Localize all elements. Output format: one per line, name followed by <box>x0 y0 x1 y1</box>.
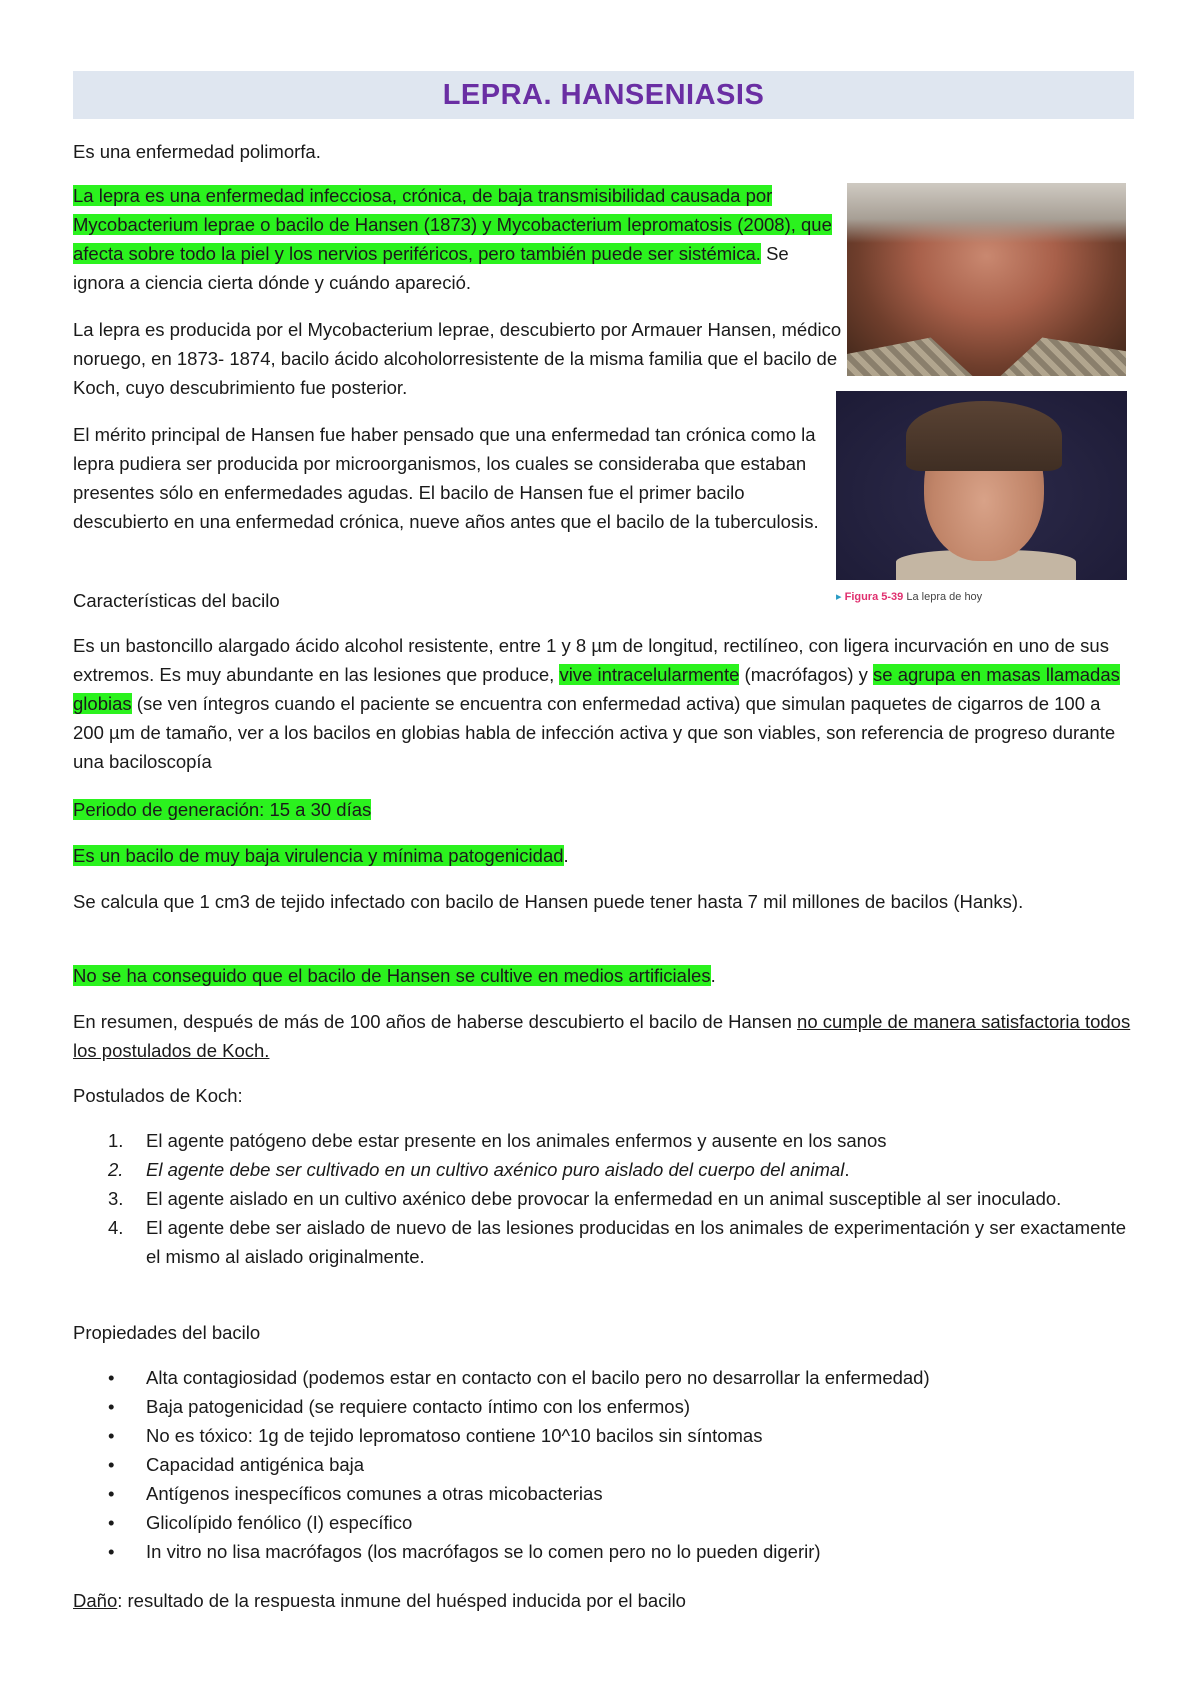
culture-statement: No se ha conseguido que el bacilo de Hansen se cultive en medios artificiales. <box>73 965 716 986</box>
list-item: • Baja patogenicidad (se requiere contacto íntimo con los enfermos) <box>73 1392 1133 1421</box>
bullet-icon: • <box>108 1425 115 1446</box>
list-item: • Glicolípido fenólico (I) específico <box>73 1508 1133 1537</box>
bullet-icon: • <box>108 1367 115 1388</box>
globias-highlight: se agrupa en masas llamadas globias <box>73 664 1120 714</box>
intracellular-highlight: vive intracelularmente <box>559 664 740 685</box>
virulence-statement: Es un bacilo de muy baja virulencia y mínima patogenicidad. <box>73 845 569 866</box>
mycobacterium-paragraph: La lepra es producida por el Mycobacterium leprae, descubierto por Armauer Hansen, médico noruego, en 1873- 1874, bacilo ácido alcoholorresistente de la misma familia que el bacilo de Koch, cuyo descubrimiento fue posterior. <box>73 319 842 398</box>
properties-heading: Propiedades del bacilo <box>73 1322 261 1343</box>
characteristics-heading: Características del bacilo <box>73 590 280 611</box>
generation-period: Periodo de generación: 15 a 30 días <box>73 799 372 820</box>
title-banner <box>73 71 1134 119</box>
list-item: 4. El agente debe ser aislado de nuevo de las lesiones producidas en los animales de experimentación y ser exactamente el mismo al aislado originalmente. <box>108 1217 1127 1267</box>
bullet-icon: • <box>108 1541 115 1562</box>
properties-list <box>73 1363 1133 1566</box>
list-item: • Antígenos inespecíficos comunes a otras micobacterias <box>73 1479 1133 1508</box>
list-item: • Capacidad antigénica baja <box>73 1450 1133 1479</box>
list-item: • In vitro no lisa macrófagos (los macrófagos se lo comen pero no lo pueden digerir) <box>73 1537 1133 1566</box>
caption-triangle-icon: ▸ <box>836 591 842 603</box>
bullet-icon: • <box>108 1483 115 1504</box>
bullet-icon: • <box>108 1512 115 1533</box>
figure-caption: ▸ Figura 5-39 La lepra de hoy <box>836 591 983 603</box>
postulates-list <box>73 1126 1133 1271</box>
leprosy-patient-photo <box>847 183 1126 376</box>
postulates-heading: Postulados de Koch: <box>73 1085 243 1106</box>
page-title: LEPRA. HANSENIASIS <box>442 78 765 111</box>
hansen-merit-paragraph: El mérito principal de Hansen fue haber pensado que una enfermedad tan crónica como la lepra pudiera ser producida por microorganismos, los cuales se consideraba que estaban presentes sólo en enfermedades agudas. El bacilo de Hansen fue el primer bacilo descubierto en una enfermedad crónica, nueve años antes que el bacilo de la tuberculosis. <box>73 424 819 532</box>
bullet-icon: • <box>108 1396 115 1417</box>
definition-highlight: La lepra es una enfermedad infecciosa, crónica, de baja transmisibilidad causada por Mycobacterium leprae o bacilo de Hansen (1873) y Mycobacterium lepromatosis (2008), que afecta sobre todo la piel y los nervios periféricos, pero también puede ser sistémica. <box>73 185 832 264</box>
koch-postulates-underline: no cumple de manera satisfactoria todos los postulados de Koch. <box>73 1011 1131 1061</box>
definition-paragraph <box>73 181 843 297</box>
summary-paragraph: En resumen, después de más de 100 años de haberse descubierto el bacilo de Hansen no cumple de manera satisfactoria todos los postulados de Koch. <box>73 1011 1131 1061</box>
child-patient-photo <box>836 391 1127 580</box>
bullet-icon: • <box>108 1454 115 1475</box>
list-item: • Alta contagiosidad (podemos estar en contacto con el bacilo pero no desarrollar la enfermedad) <box>73 1363 1133 1392</box>
definition-rest: Se ignora a ciencia cierta dónde y cuándo apareció. <box>73 243 789 293</box>
damage-paragraph: Daño: resultado de la respuesta inmune del huésped inducida por el bacilo <box>73 1590 686 1611</box>
cm3-paragraph: Se calcula que 1 cm3 de tejido infectado con bacilo de Hansen puede tener hasta 7 mil millones de bacilos (Hanks). <box>73 891 1024 912</box>
damage-label: Daño <box>73 1590 118 1611</box>
list-item: 3. El agente aislado en un cultivo axénico debe provocar la enfermedad en un animal susceptible al ser inoculado. <box>108 1188 1062 1209</box>
list-item: 2. El agente debe ser cultivado en un cultivo axénico puro aislado del cuerpo del animal. <box>108 1159 850 1180</box>
intro-paragraph: Es una enfermedad polimorfa. <box>73 141 321 162</box>
characteristics-paragraph: Es un bastoncillo alargado ácido alcohol resistente, entre 1 y 8 µm de longitud, rectilíneo, con ligera incurvación en uno de sus extremos. Es muy abundante en las lesiones que produce, vive intracelularmente (macrófagos) y se agrupa en masas llamadas globias (se ven íntegros cuando el paciente se encuentra con enfermedad activa) que simulan paquetes de cigarros de 100 a 200 µm de tamaño, ver a los bacilos en globias habla de infección activa y que son viables, son referencia de progreso durante una baciloscopía <box>73 635 1120 772</box>
list-item: 1. El agente patógeno debe estar presente en los animales enfermos y ausente en los sanos <box>108 1130 887 1151</box>
list-item: • No es tóxico: 1g de tejido lepromatoso contiene 10^10 bacilos sin síntomas <box>73 1421 1133 1450</box>
